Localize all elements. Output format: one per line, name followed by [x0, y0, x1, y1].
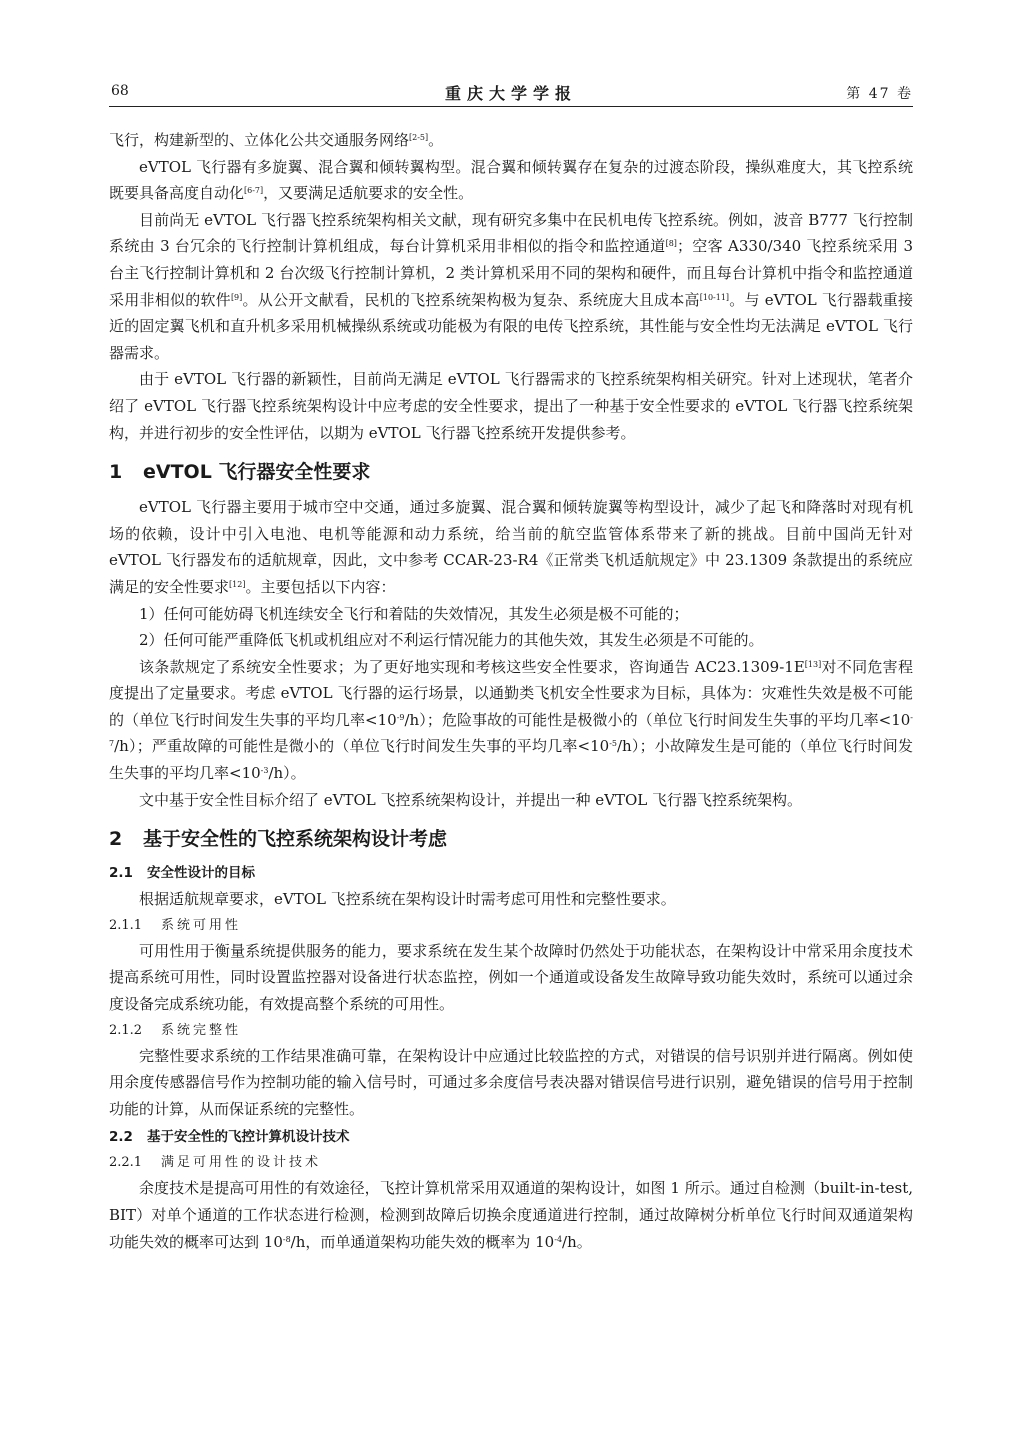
paragraph: 飞行，构建新型的、立体化公共交通服务网络[2-5]。: [109, 131, 444, 149]
subsubsection-heading: [109, 913, 913, 938]
exponent: -8: [282, 1234, 291, 1244]
paragraph: 完整性要求系统的工作结果准确可靠，在架构设计中应通过比较监控的方式，对错误的信号识别并进行隔离。例如使用余度传感器信号作为控制功能的输入信号时，可通过多余度信号表决器对错误信号进行识别，避免错误的信号用于控制功能的计算，从而保证系统的完整性。: [109, 1046, 913, 1118]
exponent: -9: [396, 712, 405, 722]
subsubsection-number: 2.1.1: [109, 917, 143, 933]
list-item: 2）任何可能严重降低飞机或机组应对不利运行情况能力的其他失效，其发生必须是不可能的。: [139, 631, 764, 650]
paragraph: eVTOL 飞行器有多旋翼、混合翼和倾转翼构型。混合翼和倾转翼存在复杂的过渡态阶段，操纵难度大，其飞控系统既要具备高度自动化[6-7]，又要满足适航要求的安全性。: [109, 157, 913, 203]
section-number: 1: [109, 461, 123, 484]
paragraph: eVTOL 飞行器主要用于城市空中交通，通过多旋翼、混合翼和倾转旋翼等构型设计，减少了起飞和降落时对现有机场的依赖，设计中引入电池、电机等能源和动力系统，给当前的航空监管体系带来了新的挑战。目前中国尚无针对 eVTOL 飞行器发布的适航规章，因此，文中参考 CCAR-23-R4《正常类飞机适航规定》中 23.1309 条款提出的系统应满足的安全性要求[12]。主要包括以下内容：: [109, 498, 913, 596]
subsection-heading: [109, 1125, 913, 1150]
citation: [8]: [665, 239, 677, 249]
subsubsection-number: 2.1.2: [109, 1022, 143, 1038]
exponent: -3: [260, 766, 269, 776]
citation: [2-5]: [409, 133, 429, 142]
subsection-heading: [109, 861, 913, 886]
volume-label: 第 47 卷: [846, 86, 913, 102]
section-title: eVTOL 飞行器安全性要求: [143, 461, 371, 484]
citation: [6-7]: [244, 186, 264, 196]
subsubsection-heading: [109, 1150, 913, 1175]
subsubsection-heading: [109, 1018, 913, 1043]
citation: [12]: [229, 579, 246, 589]
journal-title: 重庆大学学报: [444, 84, 577, 103]
subsection-number: 2.1: [109, 865, 133, 882]
citation: [13]: [804, 659, 822, 669]
paragraph: 文中基于安全性目标介绍了 eVTOL 飞控系统架构设计，并提出一种 eVTOL 飞行器飞控系统架构。: [139, 790, 803, 809]
paragraph: 根据适航规章要求，eVTOL 飞控系统在架构设计时需考虑可用性和完整性要求。: [139, 890, 676, 909]
list-item: 1）任何可能妨碍飞机连续安全飞行和着陆的失效情况，其发生必须是极不可能的；: [139, 604, 689, 623]
subsection-number: 2.2: [109, 1129, 133, 1146]
subsection-title: 基于安全性的飞控计算机设计技术: [147, 1129, 350, 1146]
subsubsection-number: 2.2.1: [109, 1155, 143, 1171]
exponent: -5: [609, 739, 617, 749]
page-number: 68: [111, 83, 129, 99]
paragraph: 由于 eVTOL 飞行器的新颖性，目前尚无满足 eVTOL 飞行器需求的飞控系统架构相关研究。针对上述现状，笔者介绍了 eVTOL 飞行器飞控系统架构设计中应考虑的安全性要求，提出了一种基于安全性要求的 eVTOL 飞行器飞控系统架构，并进行初步的安全性评估，以期为 eVTOL 飞行器飞控系统开发提供参考。: [109, 370, 913, 442]
body-text: [109, 127, 913, 1255]
paragraph: 可用性用于衡量系统提供服务的能力，要求系统在发生某个故障时仍然处于功能状态，在架构设计中常采用余度技术提高系统可用性，同时设置监控器对设备进行状态监控，例如一个通道或设备发生故障导致功能失效时，系统可以通过余度设备完成系统功能，有效提高整个系统的可用性。: [109, 941, 913, 1014]
section-number: 2: [109, 828, 123, 851]
header-rule: [109, 106, 913, 107]
section-title: 基于安全性的飞控系统架构设计考虑: [143, 828, 448, 851]
section-heading: [109, 826, 913, 852]
paragraph: 余度技术是提高可用性的有效途径，飞控计算机常采用双通道的架构设计，如图 1 所示。通过自检测（built-in-test, BIT）对单个通道的工作状态进行检测，检测到故障后切换余度通道进行控制，通过故障树分析单位飞行时间双通道架构功能失效的概率可达到 $10^{-8}/h$，而单通道架构功能失效的概率为 $10^{-4}/h$。: [109, 1179, 913, 1251]
section-heading: [109, 459, 913, 485]
subsubsection-title: 系统完整性: [161, 1022, 242, 1038]
citation: [10-11]: [699, 292, 730, 302]
paragraph: 该条款规定了系统安全性要求；为了更好地实现和考核这些安全性要求，咨询通告 AC23.1309-1E[13]对不同危害程度提出了定量要求。考虑 eVTOL 飞行器的运行场景，以通勤类飞机安全性要求为目标，具体为：灾难性失效是极不可能的（单位飞行时间发生失事的平均几率$<10^{-9}/h$）；危险事故的可能性是极微小的（单位飞行时间发生失事的平均几率$<10^{-7}/h$）；严重故障的可能性是微小的（单位飞行时间发生失事的平均几率$<10^{-5}/h$）；小故障发生是可能的（单位飞行时间发生失事的平均几率$<10^{-3}/h$）。: [109, 657, 914, 783]
exponent: -4: [554, 1234, 563, 1244]
paragraph: 目前尚无 eVTOL 飞行器飞控系统架构相关文献，现有研究多集中在民机电传飞控系统。例如，波音 B777 飞行控制系统由 3 台冗余的飞行控制计算机组成，每台计算机采用非相似的指令和监控通道[8]；空客 A330/340 飞控系统采用 3 台主飞行控制计算机和 2 台次级飞行控制计算机，2 类计算机采用不同的架构和硬件，而且每台计算机中指令和监控通道采用非相似的软件[9]。从公开文献看，民机的飞控系统架构极为复杂、系统庞大且成本高[10-11]。与 eVTOL 飞行器载重接近的固定翼飞机和直升机多采用机械操纵系统或功能极为有限的电传飞控系统，其性能与安全性均无法满足 eVTOL 飞行器需求。: [109, 210, 913, 362]
subsubsection-title: 系统可用性: [161, 917, 242, 933]
subsection-title: 安全性设计的目标: [147, 865, 255, 882]
citation: [9]: [230, 292, 243, 302]
exponent: -7: [109, 712, 913, 749]
running-header: [109, 81, 913, 103]
paper-page: [109, 0, 913, 1431]
subsubsection-title: 满足可用性的设计技术: [161, 1155, 322, 1171]
